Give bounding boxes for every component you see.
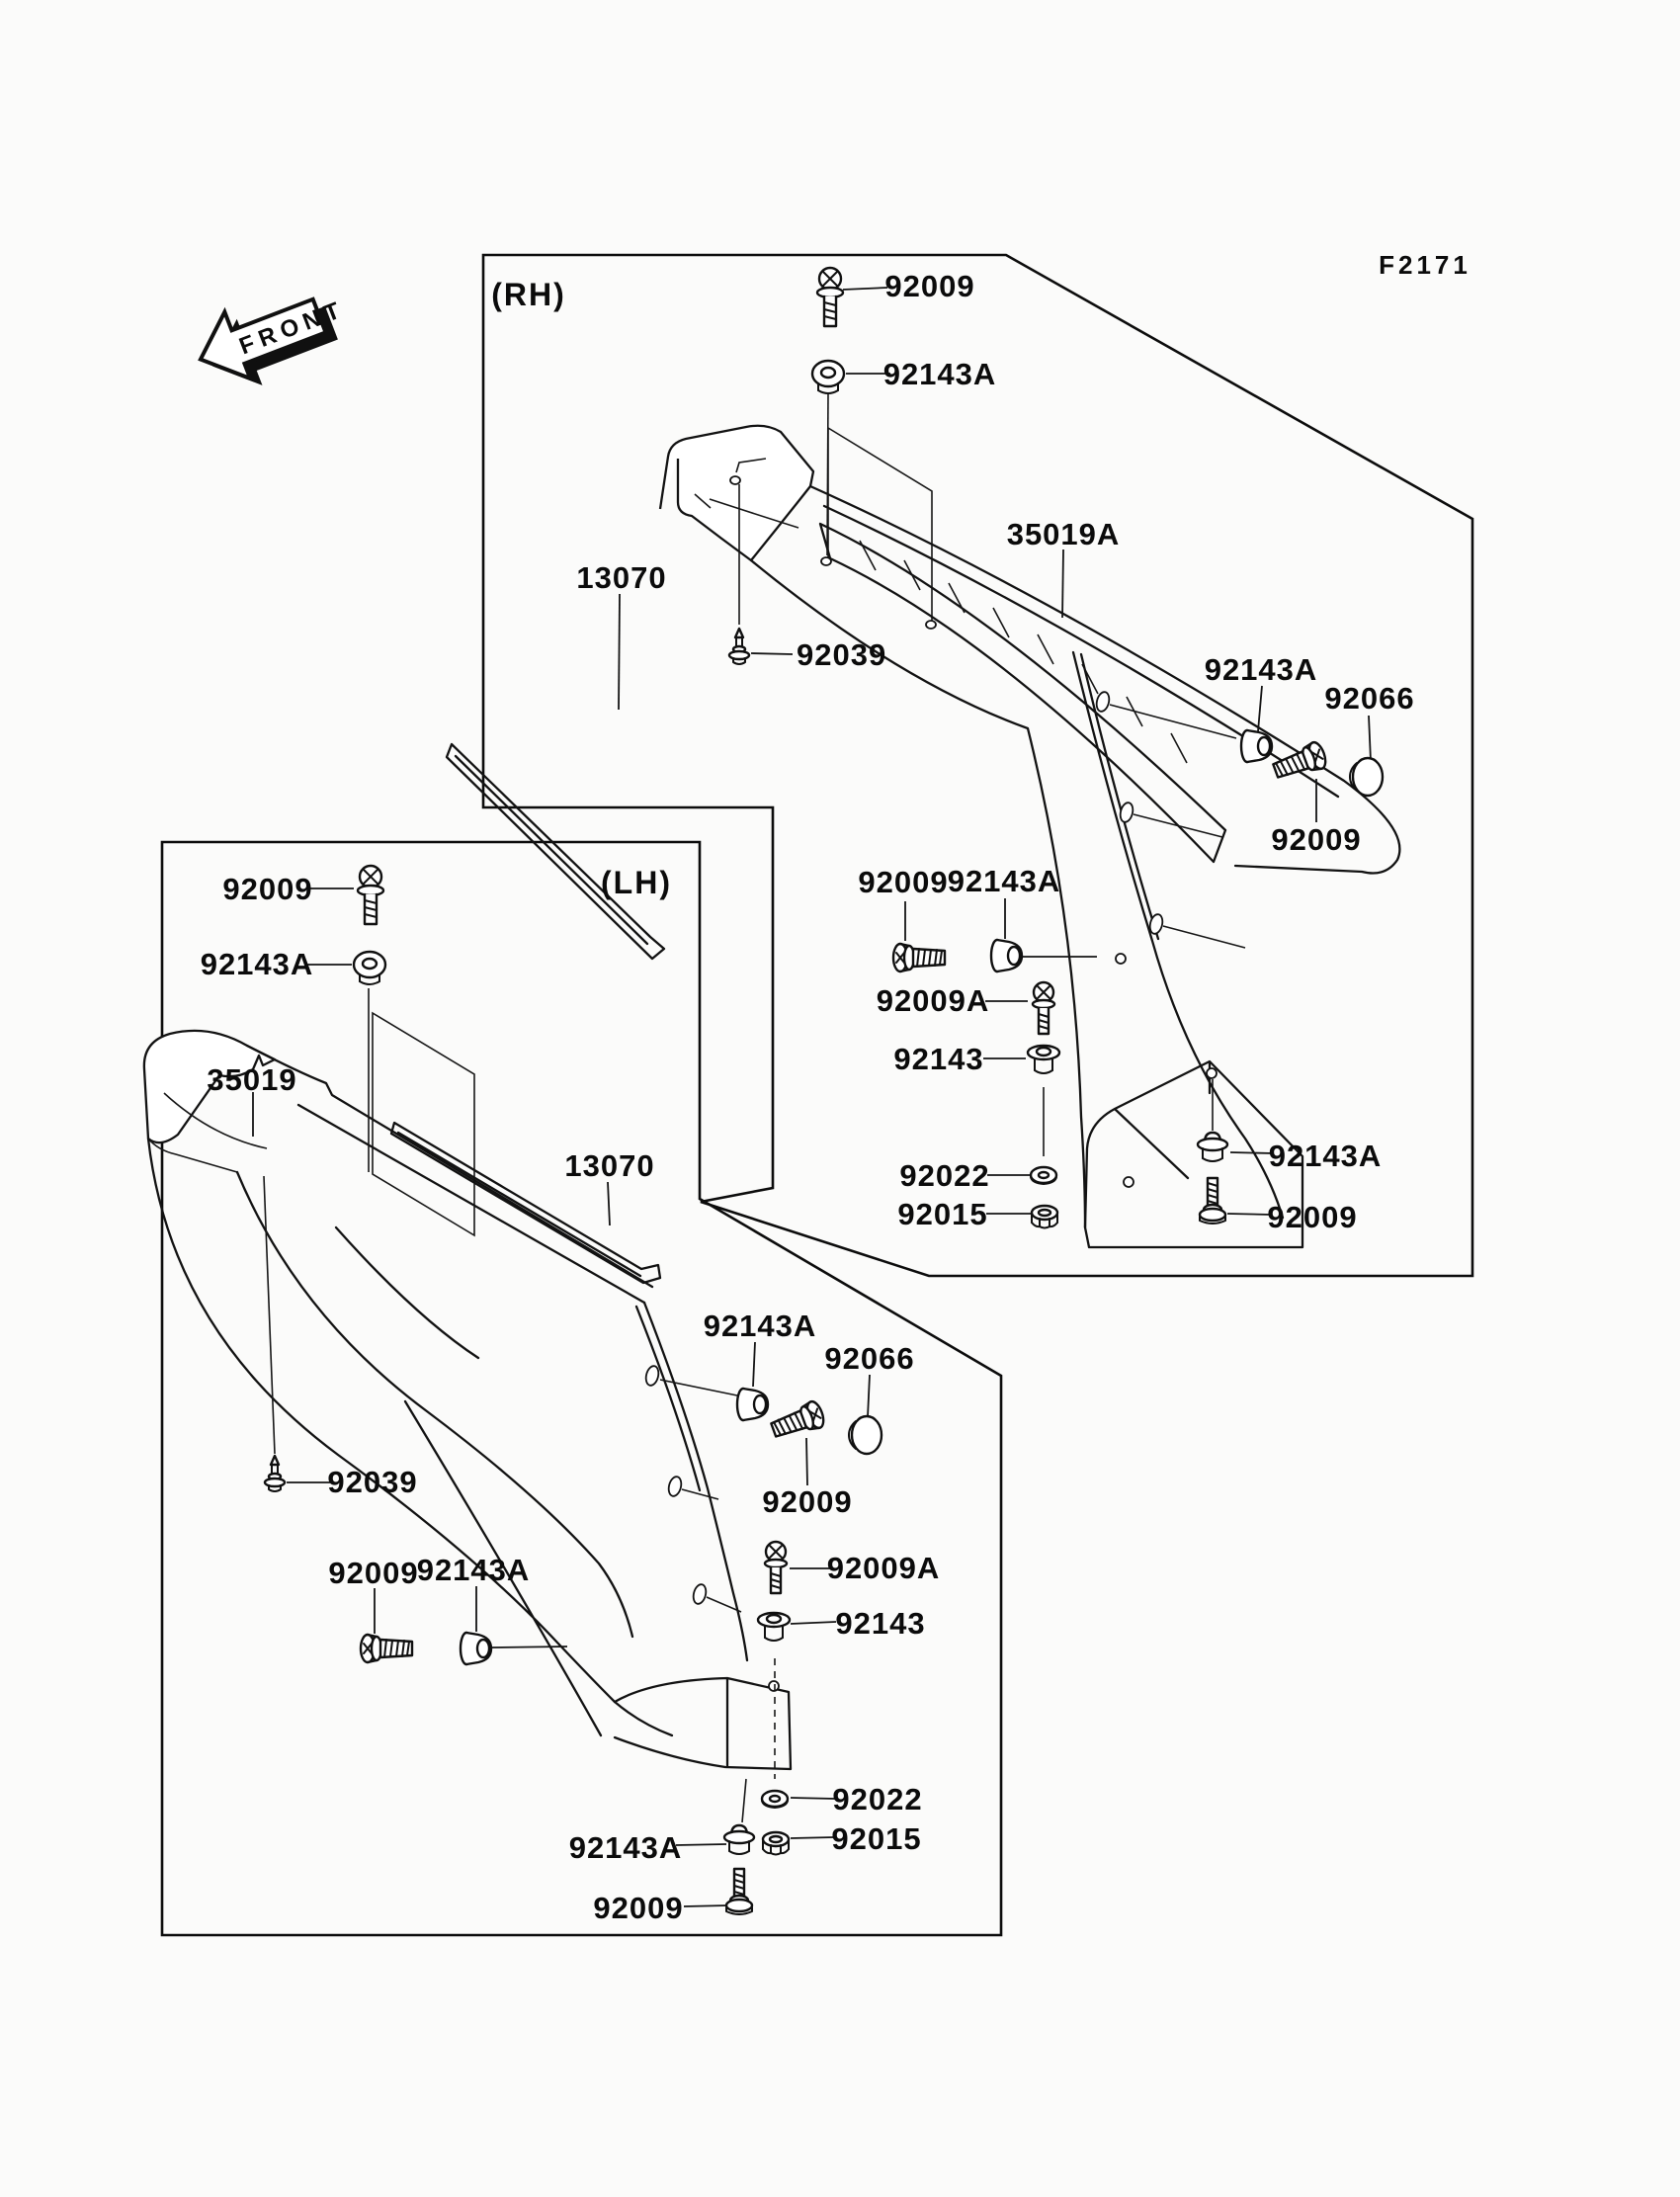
washer-icon xyxy=(762,1791,788,1808)
part-label: 92009 xyxy=(593,1891,684,1925)
part-label: 92015 xyxy=(897,1197,988,1231)
rh-assembly xyxy=(447,426,1399,1247)
rh-edge-hole-2 xyxy=(1119,802,1134,823)
part-label: 92009 xyxy=(222,872,313,906)
rh-callouts xyxy=(491,269,1414,1234)
nut-icon xyxy=(1032,1206,1057,1228)
part-label: 92009 xyxy=(1271,822,1362,857)
lh-backing-panel xyxy=(373,1013,474,1235)
grommet-icon xyxy=(737,1389,768,1420)
part-label: 92143A xyxy=(947,864,1061,898)
part-label: 92066 xyxy=(1324,681,1415,716)
flange-screw-icon xyxy=(765,1542,787,1593)
lh-leader-lines xyxy=(253,888,870,1906)
front-arrow-label: FRONT xyxy=(235,295,350,361)
part-label: 92009 xyxy=(884,269,975,303)
part-label: 92009 xyxy=(858,865,949,899)
part-label: 92143A xyxy=(1204,652,1318,687)
rivet-icon xyxy=(729,629,749,664)
part-label: 92009 xyxy=(762,1484,853,1519)
screw-icon xyxy=(817,268,843,326)
part-label: 92022 xyxy=(832,1782,923,1817)
part-label: 92039 xyxy=(327,1465,418,1499)
grommet-icon xyxy=(1241,730,1272,762)
screw-icon xyxy=(1271,740,1328,784)
lh-box xyxy=(162,842,1001,1935)
screw-icon xyxy=(358,866,383,924)
part-label: 92015 xyxy=(831,1821,922,1856)
grommet-icon xyxy=(461,1633,491,1664)
part-label: 92143 xyxy=(893,1042,984,1076)
part-label: 13070 xyxy=(576,560,667,595)
lh-trim-strip xyxy=(391,1123,660,1283)
bushing-icon xyxy=(758,1613,790,1641)
lh-edge-hole-3 xyxy=(692,1583,708,1605)
rh-grommet-hole-mid xyxy=(926,621,936,629)
part-label: 92143A xyxy=(703,1309,817,1343)
rh-bracket-hole-side xyxy=(1124,1177,1134,1187)
part-label: 92143 xyxy=(835,1606,926,1641)
bushing-icon xyxy=(1028,1046,1059,1073)
lh-fasteners xyxy=(265,866,882,1914)
part-label: 92009 xyxy=(1267,1200,1358,1234)
figure-code: F2171 xyxy=(1379,250,1471,280)
part-label: 92143A xyxy=(1268,1139,1383,1173)
grommet-icon xyxy=(1198,1133,1227,1161)
part-label: 92143A xyxy=(882,357,997,391)
part-label: 92143A xyxy=(416,1553,531,1587)
grommet-icon xyxy=(354,952,385,984)
part-label: 92009A xyxy=(826,1551,941,1585)
part-label: 13070 xyxy=(564,1148,655,1183)
screw-icon xyxy=(893,944,945,972)
part-label: 92039 xyxy=(797,637,887,672)
rh-trim-strip xyxy=(447,744,664,959)
part-label: 35019 xyxy=(207,1062,297,1097)
lh-edge-hole-2 xyxy=(667,1476,683,1497)
nut-icon xyxy=(763,1832,789,1855)
plug-cap-icon xyxy=(849,1416,882,1454)
part-label: 92022 xyxy=(899,1158,990,1193)
part-label: 92143A xyxy=(200,947,314,981)
part-label: 35019A xyxy=(1006,517,1121,551)
lh-callouts xyxy=(201,865,941,1925)
rh-fender-hood xyxy=(660,426,813,560)
grommet-icon xyxy=(991,940,1022,972)
grommet-icon xyxy=(724,1825,754,1854)
lh-bracket-hole xyxy=(769,1681,779,1691)
part-label: 92066 xyxy=(824,1341,915,1376)
part-label: 92143A xyxy=(568,1830,683,1865)
bolt-icon xyxy=(1200,1178,1225,1224)
lh-bracket xyxy=(615,1678,791,1769)
washer-icon xyxy=(1031,1167,1056,1184)
rh-bracket-hole-top xyxy=(1207,1068,1217,1078)
flange-screw-icon xyxy=(1033,982,1054,1034)
rh-vent-band xyxy=(820,524,1225,862)
rh-edge-hole-4 xyxy=(1116,954,1126,964)
part-label: 92009A xyxy=(876,983,990,1018)
part-label: 92009 xyxy=(328,1556,419,1590)
lh-edge-hole-1 xyxy=(644,1365,660,1387)
rh-backing-panel xyxy=(828,428,932,623)
front-arrow xyxy=(188,272,360,403)
lh-section-label: (LH) xyxy=(601,865,672,900)
plug-cap-icon xyxy=(1350,758,1383,796)
bolt-icon xyxy=(726,1869,752,1914)
screw-icon xyxy=(769,1399,826,1443)
rh-rivet-hole xyxy=(730,476,740,484)
rh-section-label: (RH) xyxy=(491,277,566,312)
rivet-icon xyxy=(265,1456,285,1491)
grommet-icon xyxy=(812,361,844,393)
screw-icon xyxy=(361,1635,412,1662)
